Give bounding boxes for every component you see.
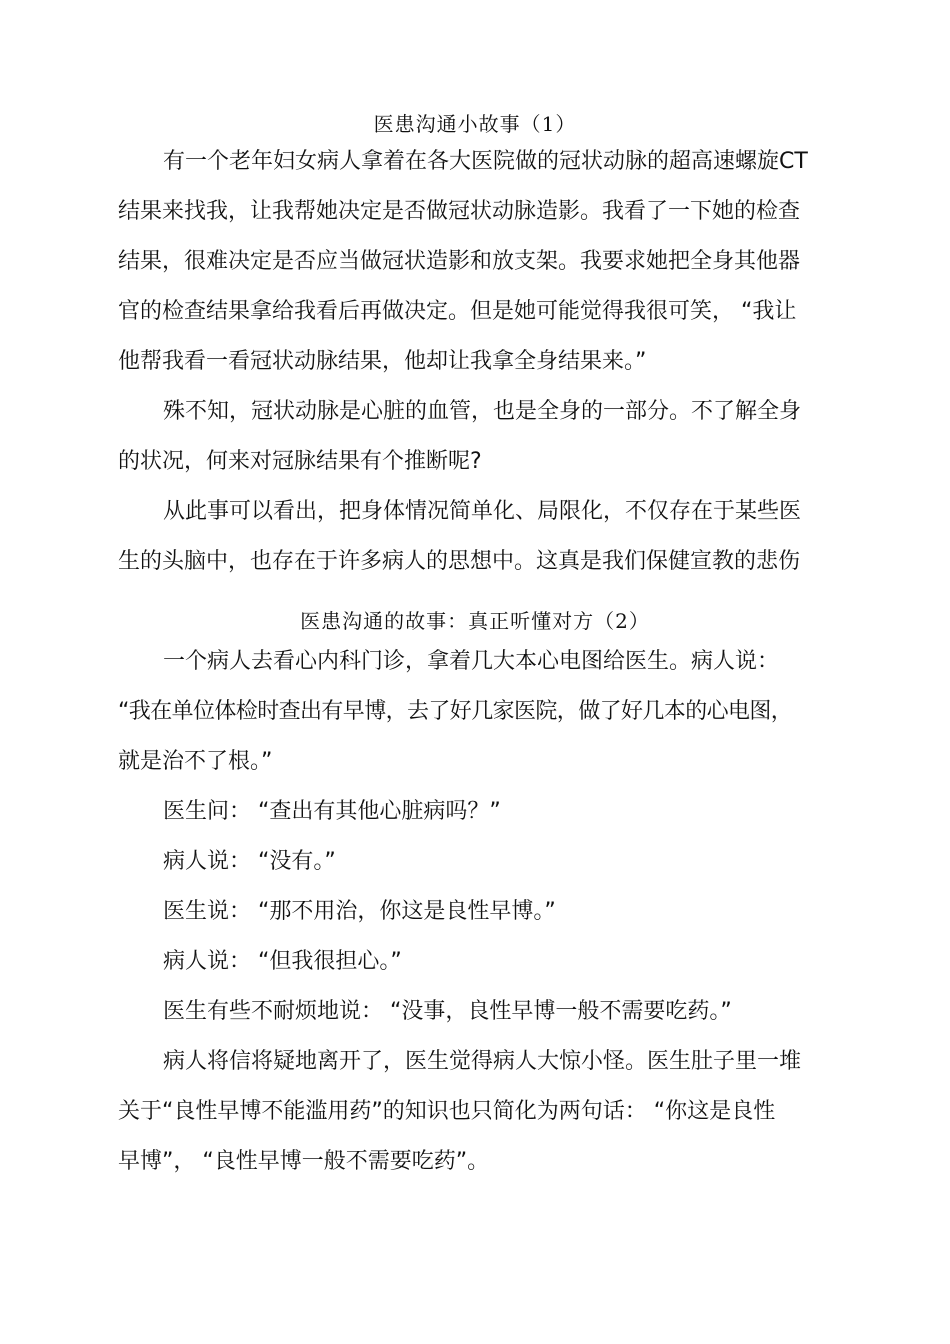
- dialogue-line: 病人说： “但我很担心。”: [163, 949, 402, 974]
- story1-para1-line: 结果，很难决定是否应当做冠状造影和放支架。我要求她把全身其他器: [118, 249, 801, 274]
- story1-para2-line: 殊不知，冠状动脉是心脏的血管，也是全身的一部分。不了解全身: [163, 399, 802, 424]
- dialogue-line: 病人说： “没有。”: [163, 849, 336, 874]
- story2-para2-line: 病人将信将疑地离开了，医生觉得病人大惊小怪。医生肚子里一堆: [163, 1049, 802, 1074]
- story1-para1-line: 有一个老年妇女病人拿着在各大医院做的冠状动脉的超高速螺旋CT: [163, 149, 808, 174]
- story2-para2-line: 早博”， “良性早博一般不需要吃药”。: [118, 1149, 490, 1174]
- story2-para1-line: 就是治不了根。”: [118, 749, 273, 774]
- story2-title: 医患沟通的故事：真正听懂对方（2）: [300, 609, 650, 633]
- story1-para3-line: 从此事可以看出，把身体情况简单化、局限化，不仅存在于某些医: [163, 499, 802, 524]
- story1-para2-line: 的状况，何来对冠脉结果有个推断呢?: [118, 449, 482, 474]
- dialogue-line: 医生说： “那不用治，你这是良性早博。”: [163, 899, 556, 924]
- dialogue-line: 医生问： “查出有其他心脏病吗？”: [163, 799, 501, 824]
- story1-para3-line: 生的头脑中，也存在于许多病人的思想中。这真是我们保健宣教的悲伤: [118, 549, 801, 574]
- story2-para2-line: 关于“良性早博不能滥用药”的知识也只简化为两句话： “你这是良性: [118, 1099, 776, 1124]
- story1-para1-line: 官的检查结果拿给我看后再做决定。但是她可能觉得我很可笑， “我让: [118, 299, 797, 324]
- story1-title: 医患沟通小故事（1）: [373, 112, 577, 136]
- story2-para1-line: “我在单位体检时查出有早博，去了好几家医院，做了好几本的心电图，: [118, 699, 793, 724]
- story1-para1-line: 结果来找我，让我帮她决定是否做冠状动脉造影。我看了一下她的检查: [118, 199, 801, 224]
- story1-para1-line: 他帮我看一看冠状动脉结果，他却让我拿全身结果来。”: [118, 349, 647, 374]
- dialogue-line: 医生有些不耐烦地说： “没事，良性早博一般不需要吃药。”: [163, 999, 732, 1024]
- story2-para1-line: 一个病人去看心内科门诊，拿着几大本心电图给医生。病人说：: [163, 649, 780, 674]
